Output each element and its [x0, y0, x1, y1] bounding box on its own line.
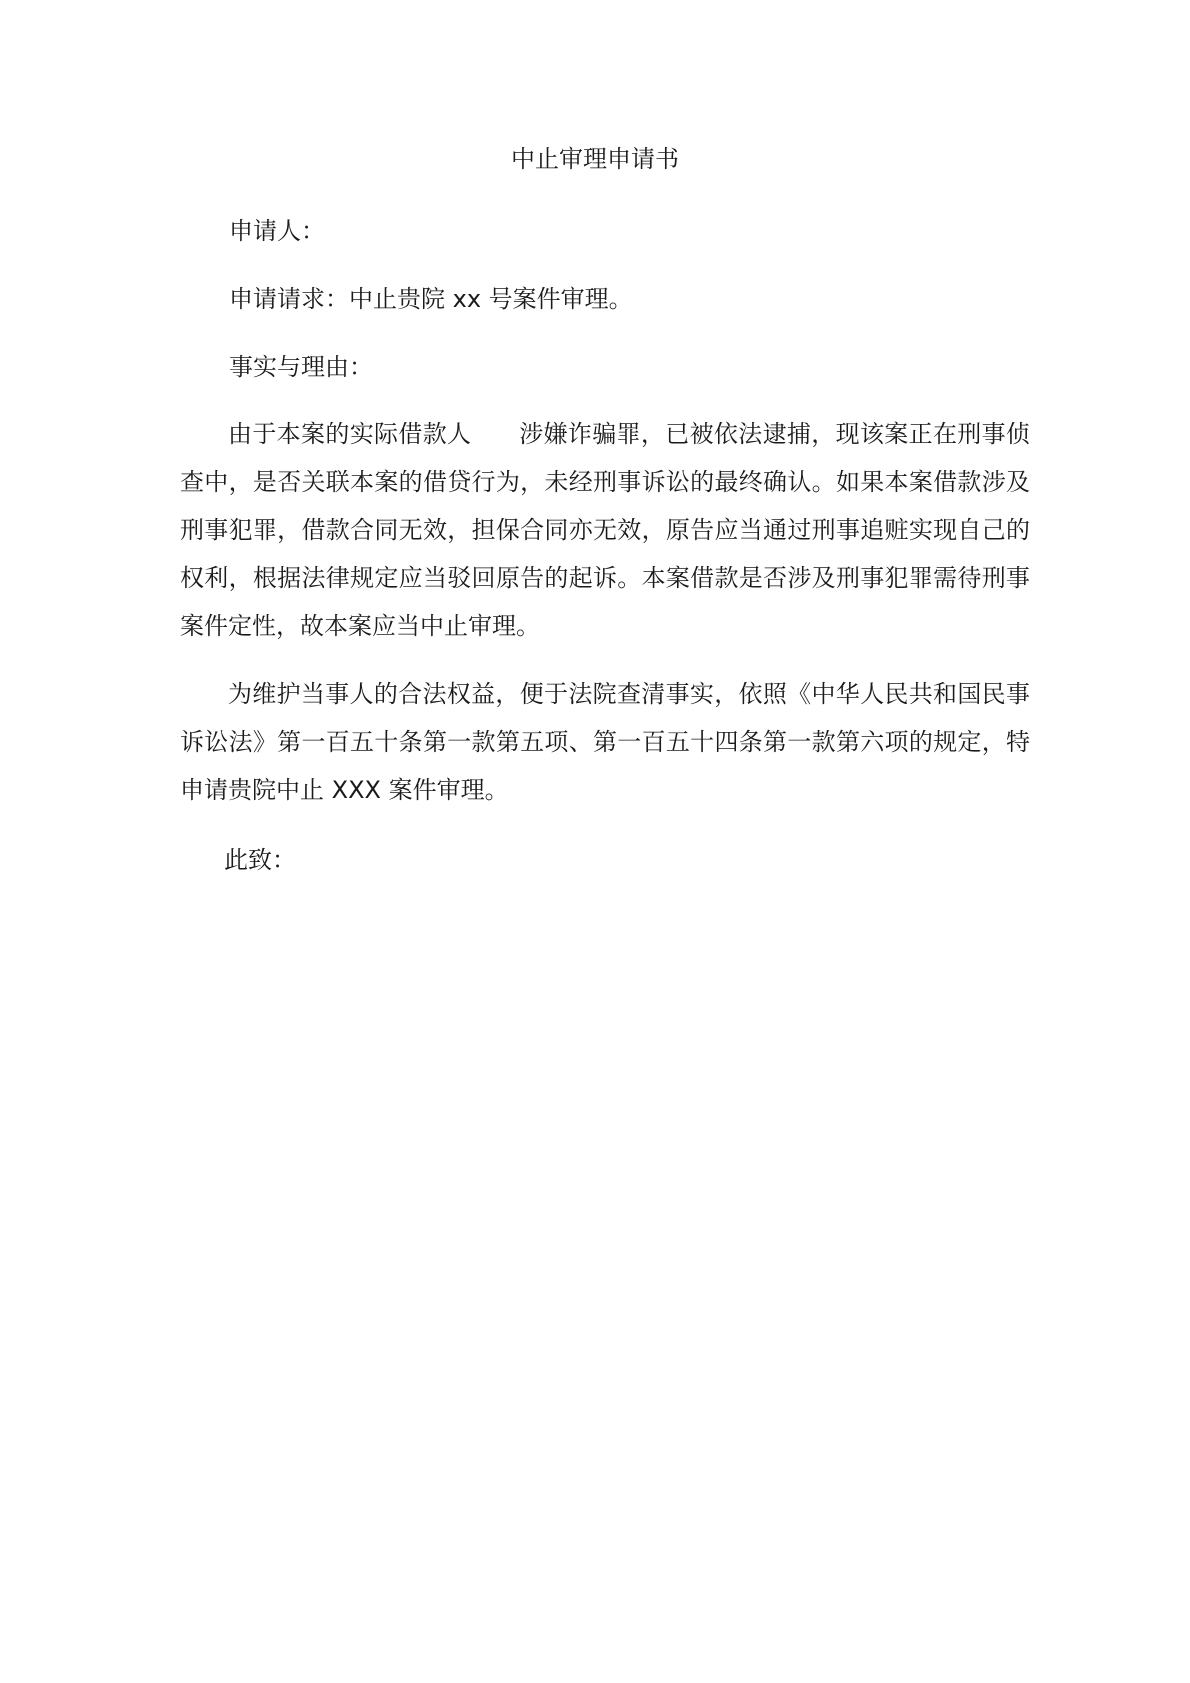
- closing-salutation: 此致：: [224, 846, 296, 874]
- legal-basis-paragraph: 为维护当事人的合法权益，便于法院查清事实，依照《中华人民共和国民事诉讼法》第一百五十条第一款第五项、第一百五十四条第一款第六项的规定，特申请贵院中止 XXX 案件审理。: [180, 680, 1030, 804]
- document-title: 中止审理申请书: [511, 145, 679, 173]
- applicant-label: 申请人：: [229, 217, 325, 245]
- facts-paragraph: 由于本案的实际借款人 涉嫌诈骗罪，已被依法逮捕，现该案正在刑事侦查中，是否关联本案的借贷行为，未经刑事诉讼的最终确认。如果本案借款涉及刑事犯罪，借款合同无效，担保合同亦无效，原告应当通过刑事追赃实现自己的权利，根据法律规定应当驳回原告的起诉。本案借款是否涉及刑事犯罪需待刑事案件定性，故本案应当中止审理。: [180, 420, 1030, 640]
- request-line: 申请请求：中止贵院 xx 号案件审理。: [229, 285, 633, 313]
- facts-heading: 事实与理由：: [229, 353, 373, 381]
